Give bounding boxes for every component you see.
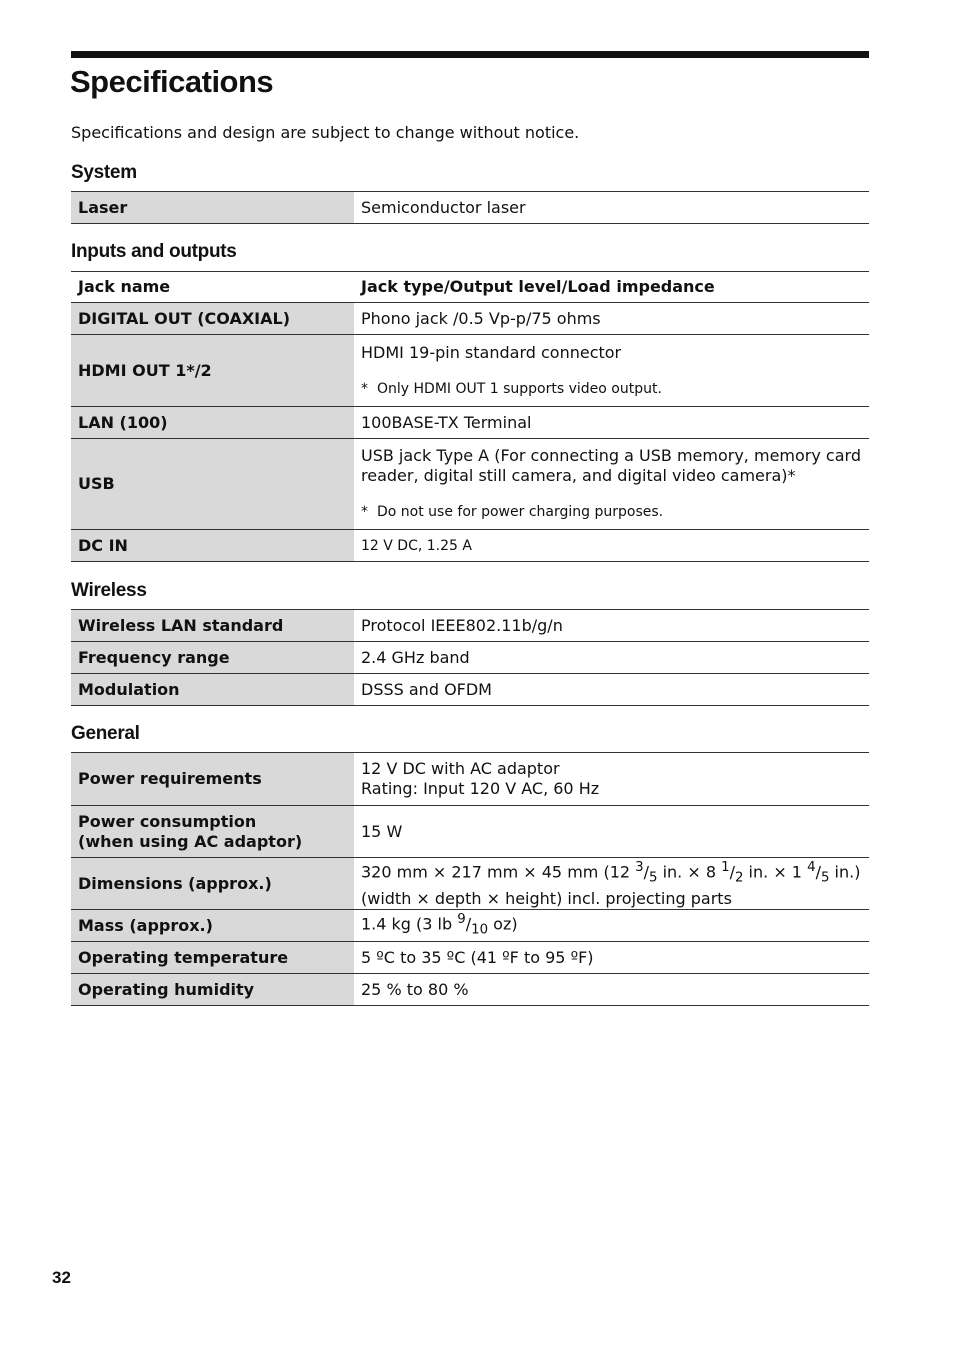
intro-text: Specifications and design are subject to change without notice. — [71, 123, 580, 142]
table-row — [71, 407, 869, 439]
spec-value-cell — [354, 439, 869, 530]
footnote-text: Only HDMI OUT 1 supports video output. — [377, 380, 662, 397]
section-heading-general: General — [71, 723, 140, 744]
spec-value: Phono jack /0.5 Vp-p/75 ohms — [354, 303, 869, 335]
footnote-mark: * — [361, 380, 368, 397]
table-row — [71, 942, 869, 974]
table-row — [71, 674, 869, 706]
table-header-row — [71, 272, 869, 303]
spec-value-cell — [354, 858, 869, 910]
column-header-jack-type: Jack type/Output level/Load impedance — [354, 272, 869, 303]
table-row — [71, 642, 869, 674]
spec-value: USB jack Type A (For connecting a USB memory, memory card reader, digital still camera, and digital video camera)* — [361, 446, 861, 485]
mass-value: 1.4 kg (3 lb $^9/_{10}$ oz) — [354, 910, 869, 942]
spec-label: Power requirements — [71, 753, 354, 806]
table-row — [71, 530, 869, 562]
footnote-text: Do not use for power charging purposes. — [377, 504, 664, 520]
general-table — [71, 752, 869, 1006]
spec-value: 12 V DC, 1.25 A — [354, 530, 869, 562]
page-number: 32 — [52, 1268, 71, 1287]
system-table — [71, 191, 869, 224]
spec-label: Wireless LAN standard — [71, 610, 354, 642]
spec-label: DC IN — [71, 530, 354, 562]
table-row — [71, 910, 869, 942]
inputs-outputs-table — [71, 271, 869, 562]
spec-label-cell — [71, 806, 354, 858]
spec-value: 25 % to 80 % — [354, 974, 869, 1006]
page-title: Specifications — [70, 64, 274, 99]
spec-value-cell — [354, 753, 869, 806]
column-header-jack-name: Jack name — [71, 272, 354, 303]
spec-label: USB — [71, 439, 354, 530]
spec-value: 5 ºC to 35 ºC (41 ºF to 95 ºF) — [354, 942, 869, 974]
spec-value: DSSS and OFDM — [354, 674, 869, 706]
footnote — [361, 502, 862, 522]
spec-label: LAN (100) — [71, 407, 354, 439]
table-row — [71, 858, 869, 910]
spec-value: Semiconductor laser — [354, 192, 869, 224]
spec-label-line: Power consumption — [78, 811, 257, 831]
spec-label: Modulation — [71, 674, 354, 706]
spec-label: Operating temperature — [71, 942, 354, 974]
section-heading-system: System — [71, 162, 137, 183]
spec-value-line: 12 V DC with AC adaptor — [361, 759, 560, 778]
wireless-table — [71, 609, 869, 706]
spec-value: HDMI 19-pin standard connector — [361, 342, 622, 362]
spec-label: DIGITAL OUT (COAXIAL) — [71, 303, 354, 335]
spec-label-line: (when using AC adaptor) — [78, 831, 303, 851]
spec-value: 2.4 GHz band — [354, 642, 869, 674]
spec-label: HDMI OUT 1*/2 — [71, 335, 354, 407]
spec-label: Dimensions (approx.) — [71, 858, 354, 910]
table-row — [71, 806, 869, 858]
spec-value: 100BASE-TX Terminal — [354, 407, 869, 439]
section-heading-inputs-outputs: Inputs and outputs — [71, 241, 237, 262]
table-row — [71, 610, 869, 642]
table-row — [71, 753, 869, 806]
footnote — [361, 379, 862, 399]
section-heading-wireless: Wireless — [71, 580, 147, 601]
table-row — [71, 335, 869, 407]
dimensions-note: (width × depth × height) incl. projecting parts — [361, 888, 732, 908]
dimensions-line: 320 mm × 217 mm × 45 mm (12 $^3/_5$ in. × 8 $^1/_2$ in. × 1 $^4/_5$ in.) — [361, 860, 861, 886]
spec-value: 15 W — [354, 806, 869, 858]
table-row — [71, 974, 869, 1006]
spec-value-cell — [354, 335, 869, 407]
spec-value: Protocol IEEE802.11b/g/n — [354, 610, 869, 642]
spec-label: Mass (approx.) — [71, 910, 354, 942]
spec-label: Operating humidity — [71, 974, 354, 1006]
table-row — [71, 192, 869, 224]
footnote-mark: * — [361, 504, 368, 520]
table-row — [71, 439, 869, 530]
spec-label: Frequency range — [71, 642, 354, 674]
top-rule — [71, 51, 869, 58]
spec-value-line: Rating: Input 120 V AC, 60 Hz — [361, 779, 600, 798]
spec-label: Laser — [71, 192, 354, 224]
table-row — [71, 303, 869, 335]
